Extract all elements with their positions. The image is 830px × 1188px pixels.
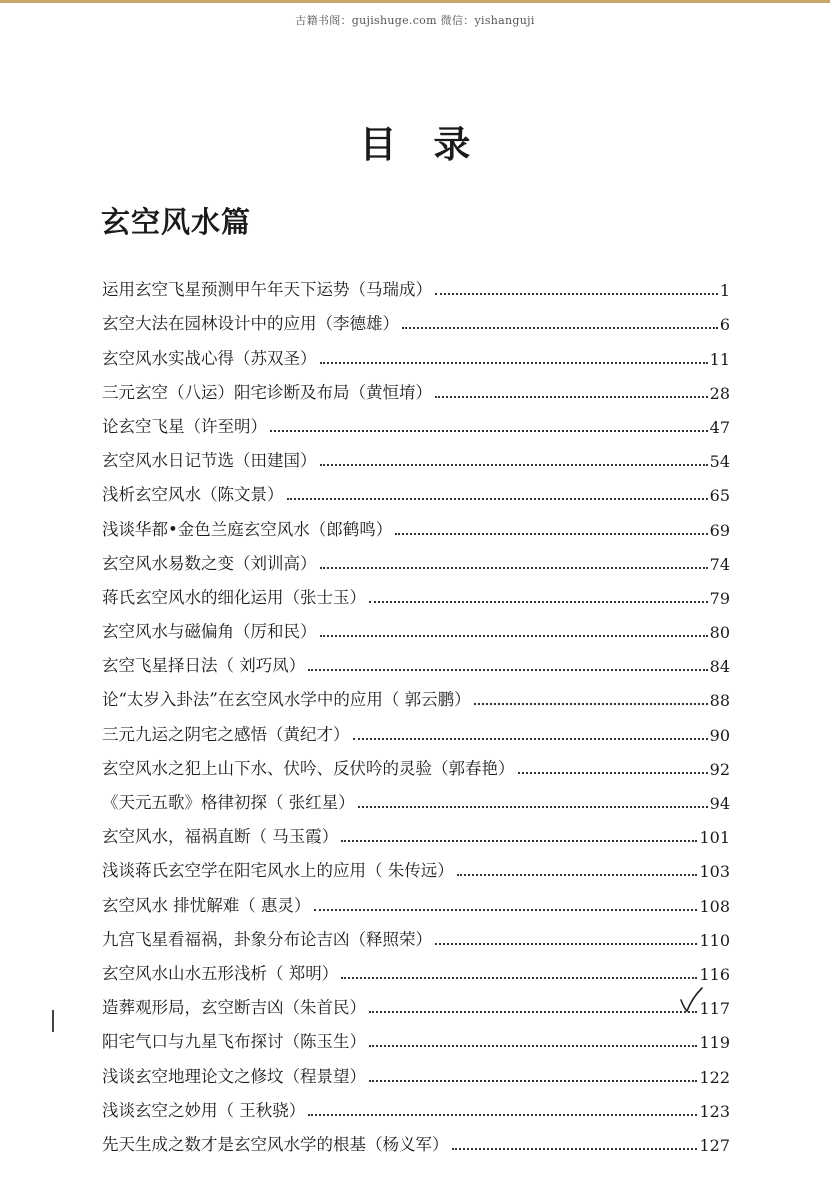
toc-entry-title: 运用玄空飞星预测甲午年天下运势（马瑞成） [102,280,432,300]
toc-entry-page: 117 [699,999,730,1019]
dot-leader [474,703,708,705]
toc-entry-page: 47 [709,417,730,437]
toc-entry-page: 123 [699,1101,730,1121]
toc-entry-title: 《天元五歌》格律初探（ 张红星） [102,793,355,812]
toc-entry-page: 88 [709,691,730,711]
dot-leader [308,1114,697,1116]
toc-entry-title: 玄空飞星择日法（ 刘巧凤） [102,656,306,676]
toc-entry-page: 127 [699,1135,730,1155]
dot-leader [457,874,698,876]
toc-entry-page: 116 [699,964,730,984]
toc-entry [102,950,730,984]
toc-entry-page: 1 [719,281,730,301]
toc-entry-title: 先天生成之数才是玄空风水学的根基（杨义军） [102,1134,449,1154]
toc-entry [102,471,730,505]
dot-leader [320,464,708,466]
toc-entry-page: 6 [719,315,730,335]
dot-leader [452,1148,698,1150]
toc-entry-page: 108 [699,896,730,916]
top-border [0,0,830,3]
toc-entry-page: 79 [709,588,730,608]
toc-entry-title: 三元九运之阴宅之感悟（黄纪才） [102,724,350,744]
toc-entry-page: 28 [709,383,730,403]
toc-entry [102,1121,730,1155]
dot-leader [358,806,708,808]
dot-leader [369,1011,697,1013]
toc-entry-page: 90 [709,725,730,745]
dot-leader [341,977,697,979]
toc-entry [102,505,730,539]
toc-entry-title: 浅谈玄空地理论文之修坟（程景望） [102,1066,366,1086]
dot-leader [314,909,698,911]
dot-leader [518,772,708,774]
section-heading: 玄空风水篇 [101,205,252,239]
toc-entry-page: 103 [699,862,730,882]
toc-entry-title: 蒋氏玄空风水的细化运用（张士玉） [102,587,366,607]
toc-entry [102,540,730,574]
toc-entry-title: 浅谈蒋氏玄空学在阳宅风水上的应用（ 朱传远） [102,861,454,881]
toc-entry [102,779,730,813]
toc-entry-title: 玄空大法在园林设计中的应用（李德雄） [102,314,399,334]
toc-entry [102,813,730,847]
dot-leader [435,396,708,398]
toc-entry [102,676,730,710]
toc-entry-title: 论“太岁入卦法”在玄空风水学中的应用（ 郭云鹏） [102,690,471,710]
toc-entry-title: 造葬观形局，玄空断吉凶（朱首民） [102,998,366,1018]
toc-entry-title: 玄空风水日记节选（田建国） [102,451,317,471]
dot-leader [308,669,707,671]
margin-mark [52,1010,54,1032]
toc-entry [102,300,730,334]
toc-entry [102,916,730,950]
toc-entry-title: 三元玄空（八运）阳宅诊断及布局（黄恒堉） [102,382,432,402]
toc-entry-title: 玄空风水，福祸直断（ 马玉霞） [102,827,339,847]
toc-entry [102,334,730,368]
dot-leader [320,362,708,364]
dot-leader [402,327,718,329]
dot-leader [435,293,718,295]
toc-entry-title: 浅谈玄空之妙用（ 王秋骁） [102,1100,306,1120]
toc-entry [102,710,730,744]
toc-entry [102,745,730,779]
toc-entry [102,847,730,881]
page-title: 目 录 [359,123,483,166]
dot-leader [320,567,708,569]
dot-leader [320,635,708,637]
toc-entry-page: 65 [709,486,730,506]
toc-entry [102,437,730,471]
toc-entry-page: 74 [709,554,730,574]
toc-entry-title: 九宫飞星看福祸，卦象分布论吉凶（释照荣） [102,929,432,949]
toc-entry-title: 玄空风水 排忧解难（ 惠灵） [102,895,311,915]
toc-entry-title: 论玄空飞星（许至明） [102,416,267,436]
toc-entry-page: 92 [709,759,730,779]
toc-entry-title: 玄空风水之犯上山下水、伏吟、反伏吟的灵验（郭春艳） [102,758,515,778]
watermark: 古籍书阁：gujishuge.com 微信：yishanguji [295,14,535,27]
toc-entry [102,881,730,915]
toc-entry-page: 122 [699,1067,730,1087]
toc-entry [102,369,730,403]
dot-leader [435,943,697,945]
handwritten-check-mark [678,986,704,1014]
toc-entry-title: 玄空风水与磁偏角（厉和民） [102,622,317,642]
dot-leader [369,601,708,603]
toc-entry-page: 94 [709,794,730,813]
toc-entry-page: 54 [709,452,730,472]
dot-leader [270,430,708,432]
toc-entry [102,1052,730,1086]
toc-entry [102,574,730,608]
toc-entry-page: 84 [709,657,730,677]
toc-entry-title: 浅析玄空风水（陈文景） [102,485,284,505]
toc-entry-title: 玄空风水山水五形浅析（ 郑明） [102,963,339,983]
toc-entry-page: 101 [699,828,730,848]
toc-entry-page: 80 [709,623,730,643]
dot-leader [287,498,708,500]
dot-leader [341,840,697,842]
toc-entry-page: 11 [709,349,730,369]
dot-leader [395,533,707,535]
dot-leader [369,1080,697,1082]
toc-entry [102,642,730,676]
toc-entry-title: 浅谈华都•金色兰庭玄空风水（郎鹤鸣） [102,519,393,539]
toc-entry [102,1087,730,1121]
toc-entry-page: 110 [699,930,730,950]
toc-entry [102,984,730,1018]
toc-entry [102,1018,730,1052]
toc-entry-title: 玄空风水易数之变（刘训高） [102,553,317,573]
toc-entry [102,608,730,642]
toc-entry-page: 119 [699,1033,730,1053]
toc-entry-page: 69 [709,520,730,540]
table-of-contents [102,266,730,1155]
toc-entry-title: 阳宅气口与九星飞布探讨（陈玉生） [102,1032,366,1052]
dot-leader [353,738,708,740]
dot-leader [369,1045,697,1047]
toc-entry [102,266,730,300]
toc-entry-title: 玄空风水实战心得（苏双圣） [102,348,317,368]
toc-entry [102,403,730,437]
